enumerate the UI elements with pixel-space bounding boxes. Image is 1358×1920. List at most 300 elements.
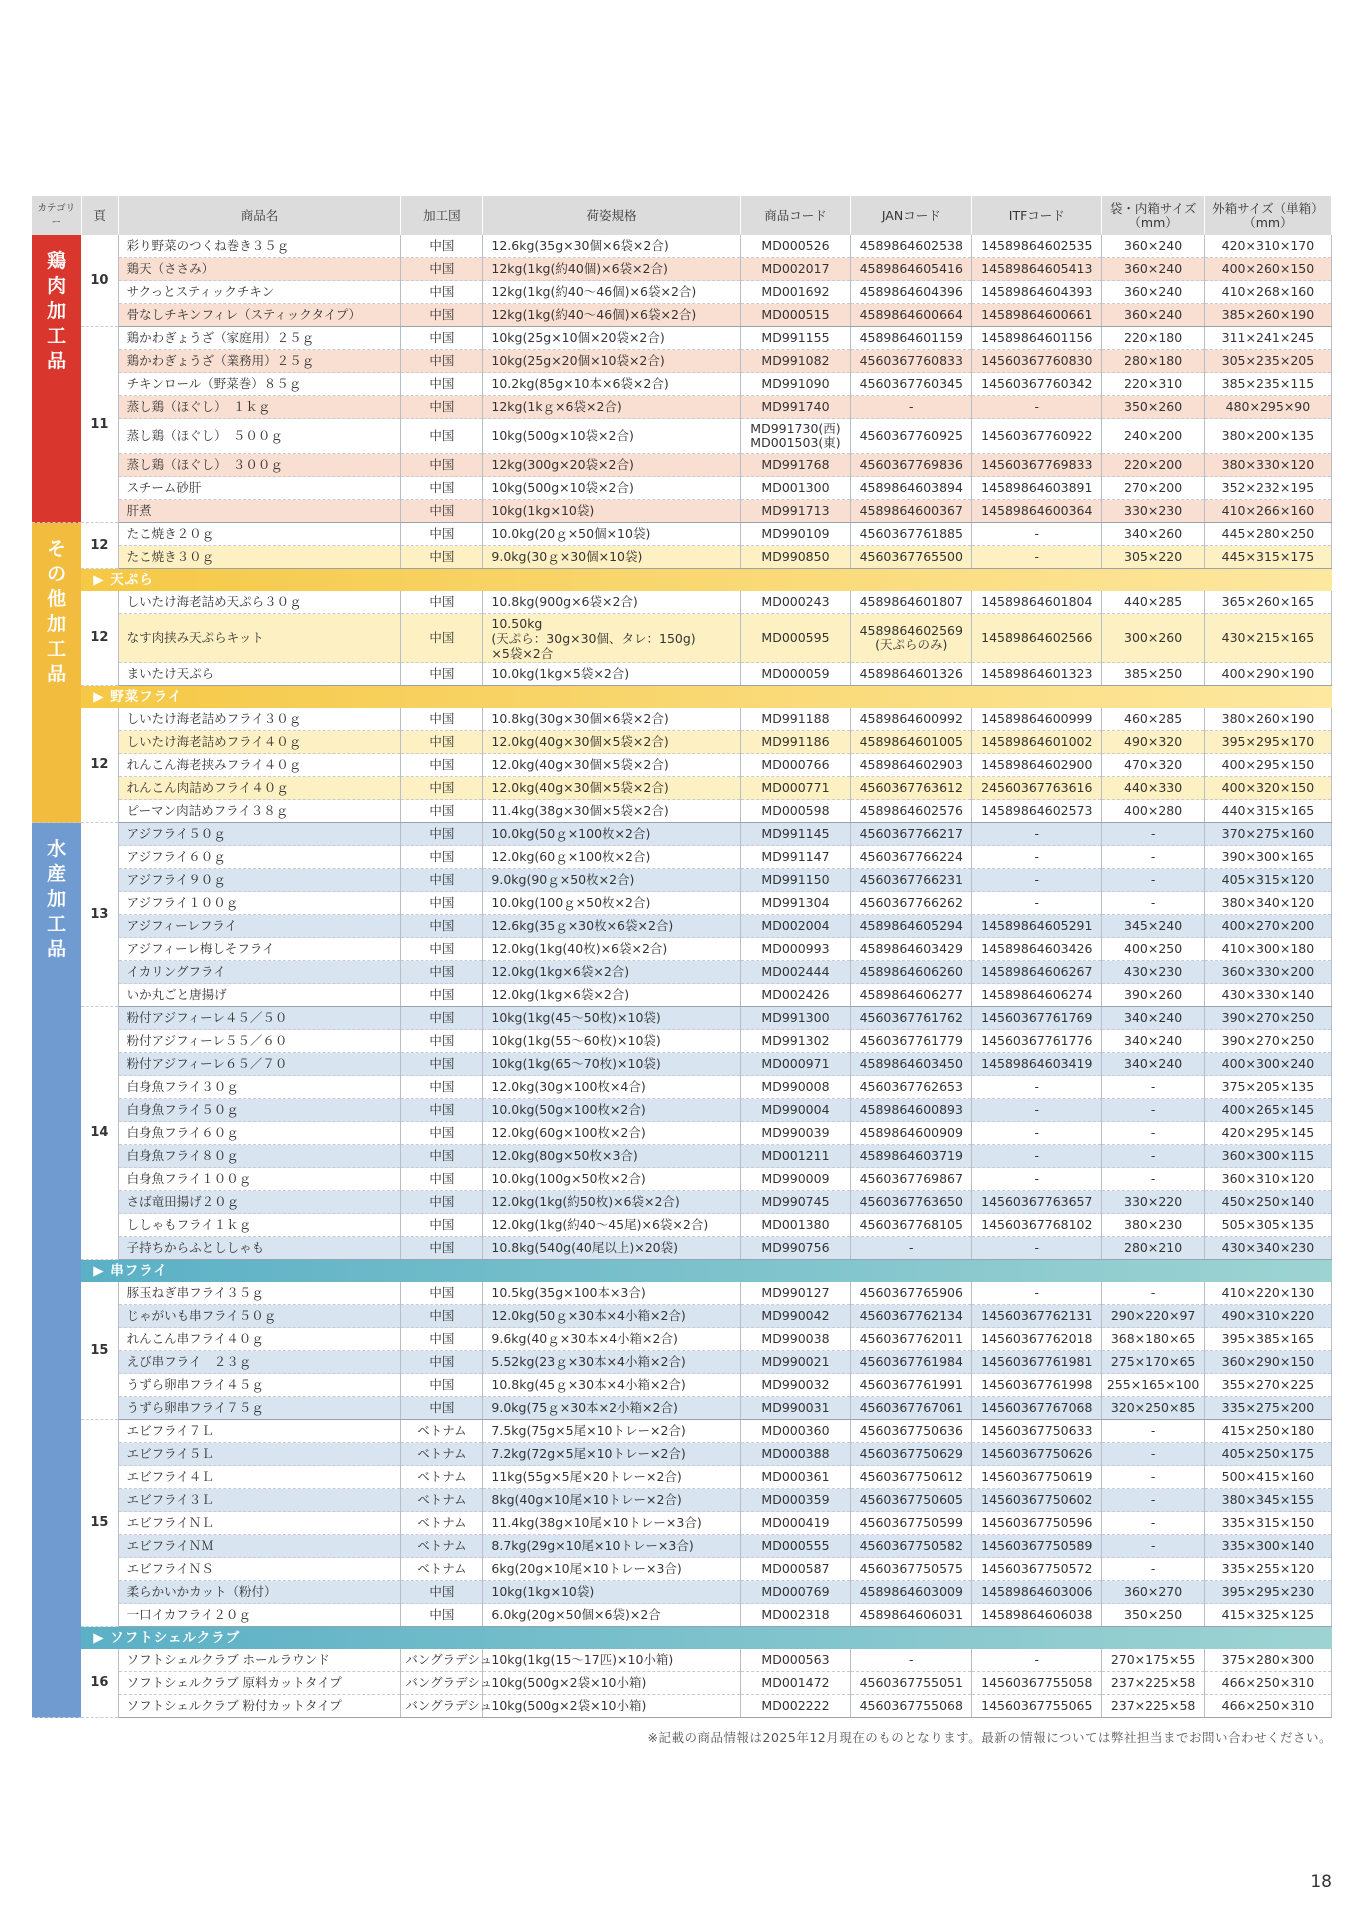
outer-size: 305×235×205	[1204, 350, 1331, 373]
jan-code: 4560367761991	[851, 1374, 972, 1397]
page-ref: 14	[81, 1007, 118, 1260]
itf-code: 14589864603426	[972, 938, 1102, 961]
inner-size: 330×220	[1102, 1191, 1204, 1214]
inner-size: 400×280	[1102, 800, 1204, 823]
product-name: 子持ちからふとししゃも	[118, 1237, 401, 1260]
page-ref: 12	[81, 708, 118, 823]
outer-size: 400×265×145	[1204, 1099, 1331, 1122]
itf-code: 24560367763616	[972, 777, 1102, 800]
product-name: れんこん串フライ４０ｇ	[118, 1328, 401, 1351]
product-code: MD002444	[740, 961, 851, 984]
jan-code: 4589864602569 (天ぷらのみ)	[851, 614, 972, 663]
product-code: MD991150	[740, 869, 851, 892]
spec: 6.0kg(20g×50個×6袋)×2合	[483, 1604, 740, 1627]
origin: 中国	[401, 800, 483, 823]
table-row	[32, 1489, 1332, 1512]
product-name: 柔らかいかカット（粉付）	[118, 1581, 401, 1604]
page-ref: 15	[81, 1420, 118, 1627]
product-code: MD991155	[740, 327, 851, 350]
product-code: MD990008	[740, 1076, 851, 1099]
jan-code: 4589864600893	[851, 1099, 972, 1122]
origin: 中国	[401, 1168, 483, 1191]
jan-code: 4560367755068	[851, 1695, 972, 1718]
product-code: MD001211	[740, 1145, 851, 1168]
itf-code: 14589864605291	[972, 915, 1102, 938]
product-name: ソフトシェルクラブ 粉付カットタイプ	[118, 1695, 401, 1718]
product-name: 白身魚フライ８０ｇ	[118, 1145, 401, 1168]
product-code: MD991300	[740, 1007, 851, 1030]
product-name: エビフライＮＭ	[118, 1535, 401, 1558]
origin: ベトナム	[401, 1535, 483, 1558]
outer-size: 490×310×220	[1204, 1305, 1331, 1328]
spec: 8kg(40g×10尾×10トレー×2合)	[483, 1489, 740, 1512]
header-spec: 荷姿規格	[483, 196, 740, 235]
jan-code: 4560367766224	[851, 846, 972, 869]
table-row	[32, 892, 1332, 915]
inner-size: -	[1102, 823, 1204, 846]
product-code: MD990032	[740, 1374, 851, 1397]
product-name: じゃがいも串フライ５０ｇ	[118, 1305, 401, 1328]
itf-code: 14560367750626	[972, 1443, 1102, 1466]
product-code: MD990009	[740, 1168, 851, 1191]
jan-code: 4589864602576	[851, 800, 972, 823]
itf-code: 14589864602573	[972, 800, 1102, 823]
table-row	[32, 614, 1332, 663]
inner-size: -	[1102, 846, 1204, 869]
itf-code: 14560367750572	[972, 1558, 1102, 1581]
spec: 7.2kg(72g×5尾×10トレー×2合)	[483, 1443, 740, 1466]
spec: 10.8kg(540g(40尾以上)×20袋)	[483, 1237, 740, 1260]
origin: 中国	[401, 1282, 483, 1305]
outer-size: 445×315×175	[1204, 546, 1331, 569]
header-origin: 加工国	[401, 196, 483, 235]
origin: ベトナム	[401, 1443, 483, 1466]
header-page: 頁	[81, 196, 118, 235]
product-name: アジフライ９０ｇ	[118, 869, 401, 892]
outer-size: 360×330×200	[1204, 961, 1331, 984]
inner-size: 305×220	[1102, 546, 1204, 569]
inner-size: -	[1102, 1489, 1204, 1512]
inner-size: -	[1102, 1122, 1204, 1145]
jan-code: -	[851, 1237, 972, 1260]
product-code: MD001692	[740, 281, 851, 304]
page-ref: 10	[81, 235, 118, 327]
inner-size: 360×240	[1102, 235, 1204, 258]
outer-size: 400×295×150	[1204, 754, 1331, 777]
itf-code: -	[972, 892, 1102, 915]
spec: 10.8kg(900g×6袋×2合)	[483, 591, 740, 614]
outer-size: 335×255×120	[1204, 1558, 1331, 1581]
table-row	[32, 708, 1332, 731]
product-table	[32, 196, 1332, 1718]
table-row	[32, 546, 1332, 569]
spec: 12.0kg(40g×30個×5袋×2合)	[483, 731, 740, 754]
product-code: MD991186	[740, 731, 851, 754]
jan-code: 4560367750575	[851, 1558, 972, 1581]
origin: 中国	[401, 477, 483, 500]
table-row	[32, 523, 1332, 546]
product-name: エビフライ５Ｌ	[118, 1443, 401, 1466]
product-code: MD000595	[740, 614, 851, 663]
product-name: 白身魚フライ３０ｇ	[118, 1076, 401, 1099]
origin: 中国	[401, 419, 483, 454]
itf-code: -	[972, 523, 1102, 546]
product-code: MD000993	[740, 938, 851, 961]
itf-code: 14560367768102	[972, 1214, 1102, 1237]
outer-size: 430×215×165	[1204, 614, 1331, 663]
header-inner-size: 袋・内箱サイズ（mm）	[1102, 196, 1204, 235]
origin: 中国	[401, 614, 483, 663]
jan-code: 4560367750599	[851, 1512, 972, 1535]
table-row	[32, 591, 1332, 614]
spec: 10kg(25g×10個×20袋×2合)	[483, 327, 740, 350]
table-row	[32, 235, 1332, 258]
itf-code: -	[972, 823, 1102, 846]
jan-code: 4589864603450	[851, 1053, 972, 1076]
spec: 10.0kg(50g×100枚×2合)	[483, 1099, 740, 1122]
origin: 中国	[401, 235, 483, 258]
table-row	[32, 304, 1332, 327]
outer-size: 355×270×225	[1204, 1374, 1331, 1397]
outer-size: 410×268×160	[1204, 281, 1331, 304]
table-row	[32, 1168, 1332, 1191]
section-title: ▶ ソフトシェルクラブ	[81, 1627, 1331, 1650]
itf-code: 14560367761998	[972, 1374, 1102, 1397]
product-name: 鶏天（ささみ）	[118, 258, 401, 281]
outer-size: 380×340×120	[1204, 892, 1331, 915]
product-code: MD000360	[740, 1420, 851, 1443]
product-name: 骨なしチキンフィレ（スティックタイプ）	[118, 304, 401, 327]
origin: バングラデシュ	[401, 1649, 483, 1672]
itf-code: 14589864605413	[972, 258, 1102, 281]
inner-size: 360×240	[1102, 281, 1204, 304]
product-code: MD000388	[740, 1443, 851, 1466]
category-label-text: 鶏肉加工品	[47, 250, 67, 372]
product-code: MD000598	[740, 800, 851, 823]
table-row	[32, 984, 1332, 1007]
outer-size: 395×295×230	[1204, 1581, 1331, 1604]
product-name: ピーマン肉詰めフライ３８ｇ	[118, 800, 401, 823]
jan-code: 4589864603894	[851, 477, 972, 500]
table-row	[32, 1214, 1332, 1237]
outer-size: 375×205×135	[1204, 1076, 1331, 1099]
origin: 中国	[401, 869, 483, 892]
table-row	[32, 327, 1332, 350]
spec: 10.0kg(100g×50枚×2合)	[483, 1168, 740, 1191]
table-row	[32, 1604, 1332, 1627]
header-category: カテゴリー	[32, 196, 81, 235]
table-row	[32, 419, 1332, 454]
inner-size: -	[1102, 892, 1204, 915]
itf-code: -	[972, 1122, 1102, 1145]
outer-size: 380×200×135	[1204, 419, 1331, 454]
product-code: MD000769	[740, 1581, 851, 1604]
inner-size: 460×285	[1102, 708, 1204, 731]
category-label	[32, 523, 81, 823]
outer-size: 360×310×120	[1204, 1168, 1331, 1191]
table-row	[32, 373, 1332, 396]
itf-code: 14589864600364	[972, 500, 1102, 523]
origin: 中国	[401, 500, 483, 523]
itf-code: 14589864601002	[972, 731, 1102, 754]
product-code: MD990850	[740, 546, 851, 569]
itf-code: 14589864600999	[972, 708, 1102, 731]
jan-code: 4560367761984	[851, 1351, 972, 1374]
origin: 中国	[401, 823, 483, 846]
jan-code: 4560367761779	[851, 1030, 972, 1053]
inner-size: 350×260	[1102, 396, 1204, 419]
jan-code: 4589864601159	[851, 327, 972, 350]
itf-code: 14589864606267	[972, 961, 1102, 984]
spec: 10.8kg(45ｇ×30本×4小箱×2合)	[483, 1374, 740, 1397]
inner-size: 270×200	[1102, 477, 1204, 500]
product-code: MD000515	[740, 304, 851, 327]
outer-size: 385×235×115	[1204, 373, 1331, 396]
itf-code: -	[972, 1145, 1102, 1168]
product-code: MD990039	[740, 1122, 851, 1145]
product-code: MD000563	[740, 1649, 851, 1672]
outer-size: 430×340×230	[1204, 1237, 1331, 1260]
inner-size: -	[1102, 1076, 1204, 1099]
jan-code: 4589864600664	[851, 304, 972, 327]
origin: 中国	[401, 892, 483, 915]
outer-size: 380×330×120	[1204, 454, 1331, 477]
product-code: MD002318	[740, 1604, 851, 1627]
origin: 中国	[401, 1214, 483, 1237]
jan-code: 4589864601807	[851, 591, 972, 614]
origin: 中国	[401, 304, 483, 327]
jan-code: 4560367761885	[851, 523, 972, 546]
inner-size: 220×310	[1102, 373, 1204, 396]
itf-code: -	[972, 1649, 1102, 1672]
spec: 11.4kg(38g×10尾×10トレー×3合)	[483, 1512, 740, 1535]
table-row	[32, 1076, 1332, 1099]
product-name: アジフィーレフライ	[118, 915, 401, 938]
product-name: ししゃもフライ１ｋｇ	[118, 1214, 401, 1237]
table-row	[32, 754, 1332, 777]
jan-code: 4589864606277	[851, 984, 972, 1007]
inner-size: 340×240	[1102, 1053, 1204, 1076]
product-name: れんこん海老挟みフライ４０ｇ	[118, 754, 401, 777]
table-row	[32, 350, 1332, 373]
origin: 中国	[401, 1237, 483, 1260]
product-code: MD000059	[740, 663, 851, 686]
product-code: MD002004	[740, 915, 851, 938]
outer-size: 335×315×150	[1204, 1512, 1331, 1535]
spec: 10.5kg(35g×100本×3合)	[483, 1282, 740, 1305]
inner-size: -	[1102, 1420, 1204, 1443]
product-code: MD990038	[740, 1328, 851, 1351]
outer-size: 360×300×115	[1204, 1145, 1331, 1168]
product-code: MD000771	[740, 777, 851, 800]
itf-code: 14560367761981	[972, 1351, 1102, 1374]
itf-code: 14560367760830	[972, 350, 1102, 373]
product-code: MD990109	[740, 523, 851, 546]
origin: 中国	[401, 1007, 483, 1030]
spec: 10kg(500g×2袋×10小箱)	[483, 1695, 740, 1718]
itf-code: 14560367750589	[972, 1535, 1102, 1558]
product-code: MD990004	[740, 1099, 851, 1122]
origin: 中国	[401, 591, 483, 614]
table-row	[32, 1305, 1332, 1328]
inner-size: 320×250×85	[1102, 1397, 1204, 1420]
itf-code: 14560367750619	[972, 1466, 1102, 1489]
origin: 中国	[401, 846, 483, 869]
product-code: MD000419	[740, 1512, 851, 1535]
itf-code: -	[972, 869, 1102, 892]
jan-code: 4560367766262	[851, 892, 972, 915]
origin: 中国	[401, 1030, 483, 1053]
product-code: MD001472	[740, 1672, 851, 1695]
product-name: うずら卵串フライ４５ｇ	[118, 1374, 401, 1397]
category-label	[32, 823, 81, 1718]
product-name: れんこん肉詰めフライ４０ｇ	[118, 777, 401, 800]
outer-size: 400×300×240	[1204, 1053, 1331, 1076]
product-name: 蒸し鶏（ほぐし） ３００ｇ	[118, 454, 401, 477]
spec: 8.7kg(29g×10尾×10トレー×3合)	[483, 1535, 740, 1558]
origin: 中国	[401, 663, 483, 686]
spec: 10kg(1kg(45～50枚)×10袋)	[483, 1007, 740, 1030]
spec: 10kg(500g×2袋×10小箱)	[483, 1672, 740, 1695]
jan-code: 4589864601005	[851, 731, 972, 754]
origin: 中国	[401, 777, 483, 800]
origin: 中国	[401, 373, 483, 396]
origin: 中国	[401, 1397, 483, 1420]
spec: 10.2kg(85g×10本×6袋×2合)	[483, 373, 740, 396]
product-name: たこ焼き３０ｇ	[118, 546, 401, 569]
itf-code: -	[972, 1168, 1102, 1191]
origin: バングラデシュ	[401, 1672, 483, 1695]
outer-size: 410×300×180	[1204, 938, 1331, 961]
product-name: たこ焼き２０ｇ	[118, 523, 401, 546]
product-name: 粉付アジフィーレ６５／７０	[118, 1053, 401, 1076]
spec: 12.0kg(80g×50枚×3合)	[483, 1145, 740, 1168]
header-jan-code: JANコード	[851, 196, 972, 235]
inner-size: 430×230	[1102, 961, 1204, 984]
spec: 12.0kg(60g×100枚×2合)	[483, 1122, 740, 1145]
jan-code: 4560367768105	[851, 1214, 972, 1237]
itf-code: 14560367760342	[972, 373, 1102, 396]
spec: 10.0kg(1kg×5袋×2合)	[483, 663, 740, 686]
product-code: MD991713	[740, 500, 851, 523]
jan-code: 4589864600367	[851, 500, 972, 523]
origin: 中国	[401, 1374, 483, 1397]
outer-size: 400×320×150	[1204, 777, 1331, 800]
outer-size: 405×250×175	[1204, 1443, 1331, 1466]
table-row	[32, 1558, 1332, 1581]
table-row	[32, 396, 1332, 419]
inner-size: 237×225×58	[1102, 1695, 1204, 1718]
outer-size: 365×260×165	[1204, 591, 1331, 614]
origin: 中国	[401, 258, 483, 281]
section-title: ▶ 野菜フライ	[81, 686, 1331, 709]
header-outer-size: 外箱サイズ（単箱）（mm）	[1204, 196, 1331, 235]
inner-size: 300×260	[1102, 614, 1204, 663]
product-name: しいたけ海老詰めフライ４０ｇ	[118, 731, 401, 754]
origin: 中国	[401, 915, 483, 938]
spec: 10kg(1kg×10袋)	[483, 1581, 740, 1604]
outer-size: 335×275×200	[1204, 1397, 1331, 1420]
itf-code: 14560367760922	[972, 419, 1102, 454]
origin: 中国	[401, 327, 483, 350]
jan-code: 4589864604396	[851, 281, 972, 304]
table-row	[32, 1145, 1332, 1168]
jan-code: 4589864606260	[851, 961, 972, 984]
inner-size: 275×170×65	[1102, 1351, 1204, 1374]
inner-size: 440×285	[1102, 591, 1204, 614]
origin: 中国	[401, 1076, 483, 1099]
origin: 中国	[401, 984, 483, 1007]
origin: 中国	[401, 1053, 483, 1076]
jan-code: 4589864602903	[851, 754, 972, 777]
itf-code: 14589864602900	[972, 754, 1102, 777]
spec: 12.0kg(50ｇ×30本×4小箱×2合)	[483, 1305, 740, 1328]
spec: 9.0kg(30ｇ×30個×10袋)	[483, 546, 740, 569]
outer-size: 440×315×165	[1204, 800, 1331, 823]
product-name: いか丸ごと唐揚げ	[118, 984, 401, 1007]
spec: 5.52kg(23ｇ×30本×4小箱×2合)	[483, 1351, 740, 1374]
product-code: MD002017	[740, 258, 851, 281]
jan-code: 4560367760345	[851, 373, 972, 396]
product-name: エビフライ７Ｌ	[118, 1420, 401, 1443]
itf-code: 14589864603891	[972, 477, 1102, 500]
jan-code: 4560367761762	[851, 1007, 972, 1030]
spec: 12.0kg(60ｇ×100枚×2合)	[483, 846, 740, 869]
jan-code: 4589864605416	[851, 258, 972, 281]
table-row	[32, 500, 1332, 523]
origin: 中国	[401, 961, 483, 984]
outer-size: 380×260×190	[1204, 708, 1331, 731]
itf-code: 14560367755065	[972, 1695, 1102, 1718]
table-row	[32, 1122, 1332, 1145]
origin: 中国	[401, 731, 483, 754]
section-title: ▶ 天ぷら	[81, 569, 1331, 592]
product-name: 一口イカフライ２０ｇ	[118, 1604, 401, 1627]
itf-code: 14560367763657	[972, 1191, 1102, 1214]
jan-code: 4589864600909	[851, 1122, 972, 1145]
footnote: ※記載の商品情報は2025年12月現在のものとなります。最新の情報については弊社担当までお問い合わせください。	[647, 1730, 1332, 1745]
outer-size: 395×385×165	[1204, 1328, 1331, 1351]
spec: 10kg(1kg(15～17匹)×10小箱)	[483, 1649, 740, 1672]
inner-size: -	[1102, 869, 1204, 892]
spec: 12.0kg(1kg(40枚)×6袋×2合)	[483, 938, 740, 961]
product-name: 蒸し鶏（ほぐし） １ｋｇ	[118, 396, 401, 419]
page-ref: 12	[81, 591, 118, 686]
product-code: MD991145	[740, 823, 851, 846]
inner-size: 290×220×97	[1102, 1305, 1204, 1328]
product-code: MD991082	[740, 350, 851, 373]
itf-code: -	[972, 846, 1102, 869]
table-row	[32, 1282, 1332, 1305]
jan-code: 4560367755051	[851, 1672, 972, 1695]
spec: 12.0kg(40g×30個×5袋×2合)	[483, 754, 740, 777]
outer-size: 395×295×170	[1204, 731, 1331, 754]
inner-size: 350×250	[1102, 1604, 1204, 1627]
spec: 12kg(1kg(約40～46個)×6袋×2合)	[483, 281, 740, 304]
origin: 中国	[401, 1351, 483, 1374]
product-name: イカリングフライ	[118, 961, 401, 984]
page-ref: 16	[81, 1649, 118, 1718]
spec: 10kg(1kg(55～60枚)×10袋)	[483, 1030, 740, 1053]
jan-code: 4560367760833	[851, 350, 972, 373]
inner-size: -	[1102, 1099, 1204, 1122]
outer-size: 335×300×140	[1204, 1535, 1331, 1558]
section-header	[32, 1260, 1332, 1283]
jan-code: 4560367765500	[851, 546, 972, 569]
inner-size: 390×260	[1102, 984, 1204, 1007]
table-row	[32, 1374, 1332, 1397]
jan-code: 4560367763612	[851, 777, 972, 800]
